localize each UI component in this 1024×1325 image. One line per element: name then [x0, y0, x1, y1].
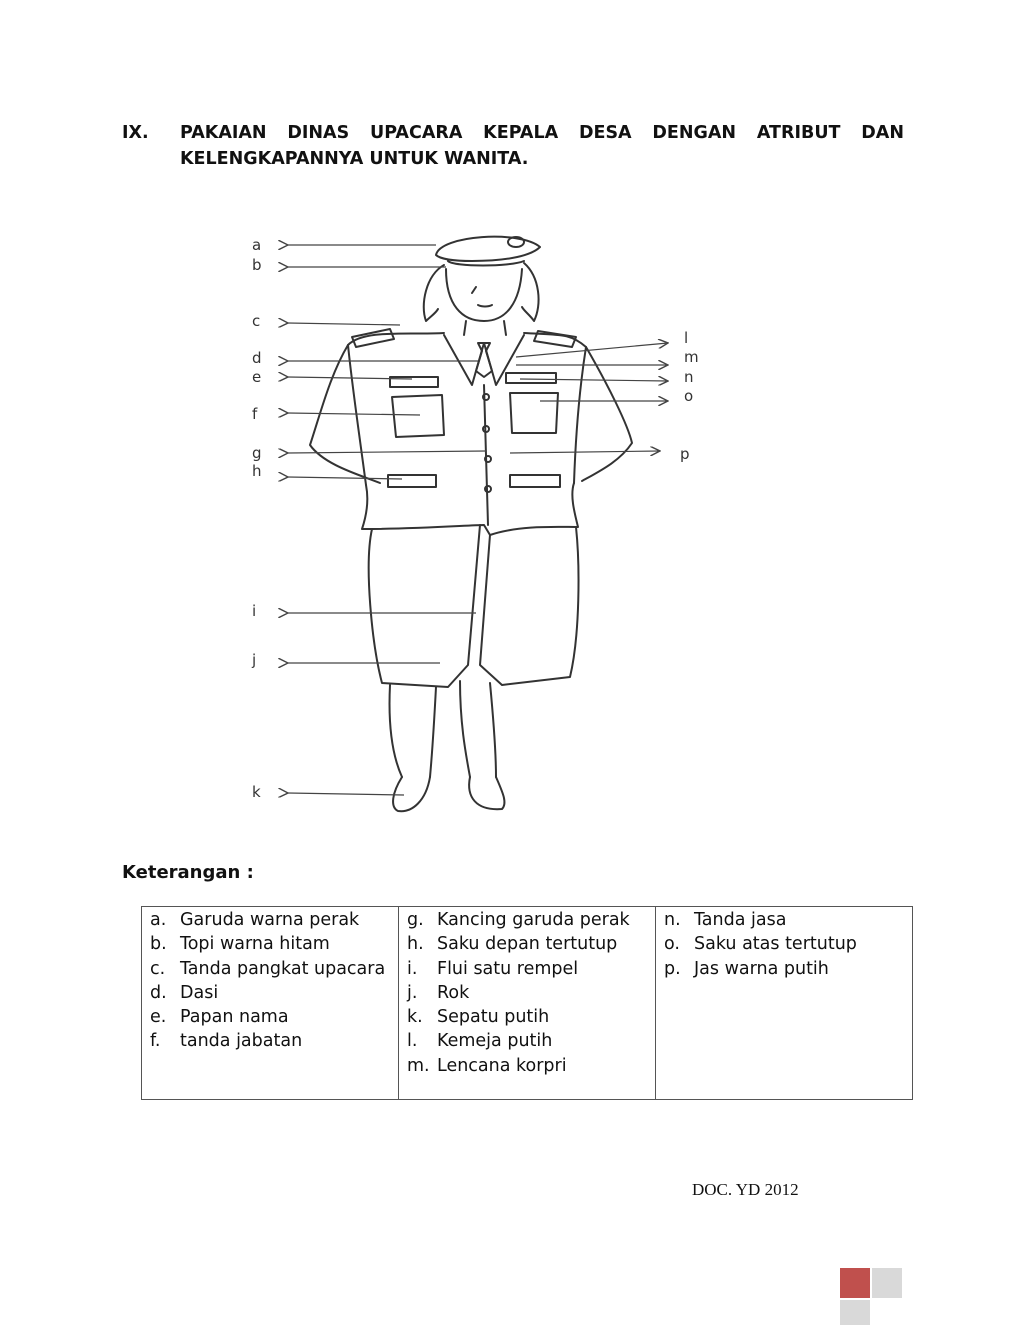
legend-key: j. — [407, 982, 418, 1003]
legend-text: Saku depan tertutup — [437, 934, 618, 955]
legend-item — [150, 908, 398, 932]
legend-key: m. — [407, 1055, 430, 1076]
gray-square-bottom — [840, 1300, 870, 1325]
legend-text: Lencana korpri — [437, 1055, 567, 1076]
section-number: IX. — [122, 123, 149, 143]
legend-column-2 — [399, 907, 656, 1099]
legend-text: Papan nama — [180, 1007, 289, 1028]
fig-label-l: l — [684, 329, 689, 347]
fig-label-m: m — [684, 348, 699, 366]
fig-label-h: h — [252, 462, 262, 480]
legend-item — [664, 908, 912, 932]
fig-label-j: j — [252, 651, 257, 669]
fig-label-a: a — [252, 236, 262, 254]
legend-item — [407, 908, 655, 932]
legend-key: n. — [664, 910, 681, 930]
left-label-group — [251, 236, 262, 801]
legend-text: Sepatu putih — [437, 1007, 550, 1028]
heading-line-1: PAKAIAN DINAS UPACARA KEPALA DESA DENGAN ATRIBUT DAN — [180, 123, 904, 143]
legend-text: Tanda pangkat upacara — [180, 958, 386, 979]
fig-label-p: p — [680, 445, 690, 463]
legend-item — [664, 957, 912, 981]
fig-label-o: o — [684, 387, 694, 405]
accent-square — [840, 1268, 870, 1298]
legend-key: c. — [150, 958, 166, 979]
legend-column-1 — [142, 907, 399, 1099]
legend-item — [407, 1029, 655, 1053]
keterangan-label: Keterangan : — [122, 862, 254, 883]
legend-text: Tanda jasa — [694, 910, 787, 930]
legend-text: Saku atas tertutup — [694, 934, 857, 955]
uniform-illustration — [240, 225, 720, 825]
legend-item — [150, 1029, 398, 1053]
legend-key: g. — [407, 910, 424, 930]
heading-line-2: KELENGKAPANNYA UNTUK WANITA. — [180, 149, 529, 169]
legend-text: Kancing garuda perak — [437, 910, 630, 930]
legend-key: p. — [664, 958, 681, 979]
legend-item — [407, 981, 655, 1005]
legend-item — [664, 932, 912, 956]
legend-item — [150, 981, 398, 1005]
fig-label-e: e — [252, 368, 262, 386]
legend-key: f. — [150, 1031, 161, 1052]
legend-table — [141, 906, 913, 1100]
legend-text: Rok — [437, 982, 470, 1003]
legend-text: Topi warna hitam — [180, 934, 330, 955]
legend-key: b. — [150, 934, 167, 955]
fig-label-f: f — [252, 405, 258, 423]
right-label-group — [680, 329, 699, 463]
left-arrows — [288, 245, 486, 795]
gray-square-right — [872, 1268, 902, 1298]
legend-text: Jas warna putih — [694, 958, 829, 979]
legend-key: l. — [407, 1031, 418, 1052]
legend-item — [407, 1054, 655, 1078]
fig-label-i: i — [252, 602, 257, 620]
legend-key: e. — [150, 1007, 167, 1028]
legend-item — [407, 932, 655, 956]
legend-item — [407, 957, 655, 981]
figure-outline — [310, 237, 632, 812]
legend-key: h. — [407, 934, 424, 955]
legend-text: tanda jabatan — [180, 1031, 303, 1052]
uniform-drawing — [240, 225, 720, 825]
legend-key: i. — [407, 958, 418, 979]
fig-label-g: g — [252, 444, 262, 462]
fig-label-n: n — [684, 368, 694, 386]
legend-text: Garuda warna perak — [180, 910, 360, 930]
document-footer: DOC. YD 2012 — [692, 1180, 799, 1199]
legend-column-3 — [656, 907, 912, 1099]
legend-key: a. — [150, 910, 167, 930]
legend-text: Dasi — [180, 982, 219, 1003]
legend-key: o. — [664, 934, 680, 955]
fig-label-k: k — [252, 783, 261, 801]
legend-text: Flui satu rempel — [437, 958, 579, 979]
legend-text: Kemeja putih — [437, 1031, 553, 1052]
fig-label-c: c — [252, 312, 261, 330]
legend-item — [150, 932, 398, 956]
fig-label-d: d — [252, 349, 262, 367]
legend-item — [407, 1005, 655, 1029]
fig-label-b: b — [252, 256, 262, 274]
legend-item — [150, 1005, 398, 1029]
legend-item — [150, 957, 398, 981]
legend-key: k. — [407, 1007, 423, 1028]
right-arrows — [510, 343, 668, 453]
legend-key: d. — [150, 982, 167, 1003]
